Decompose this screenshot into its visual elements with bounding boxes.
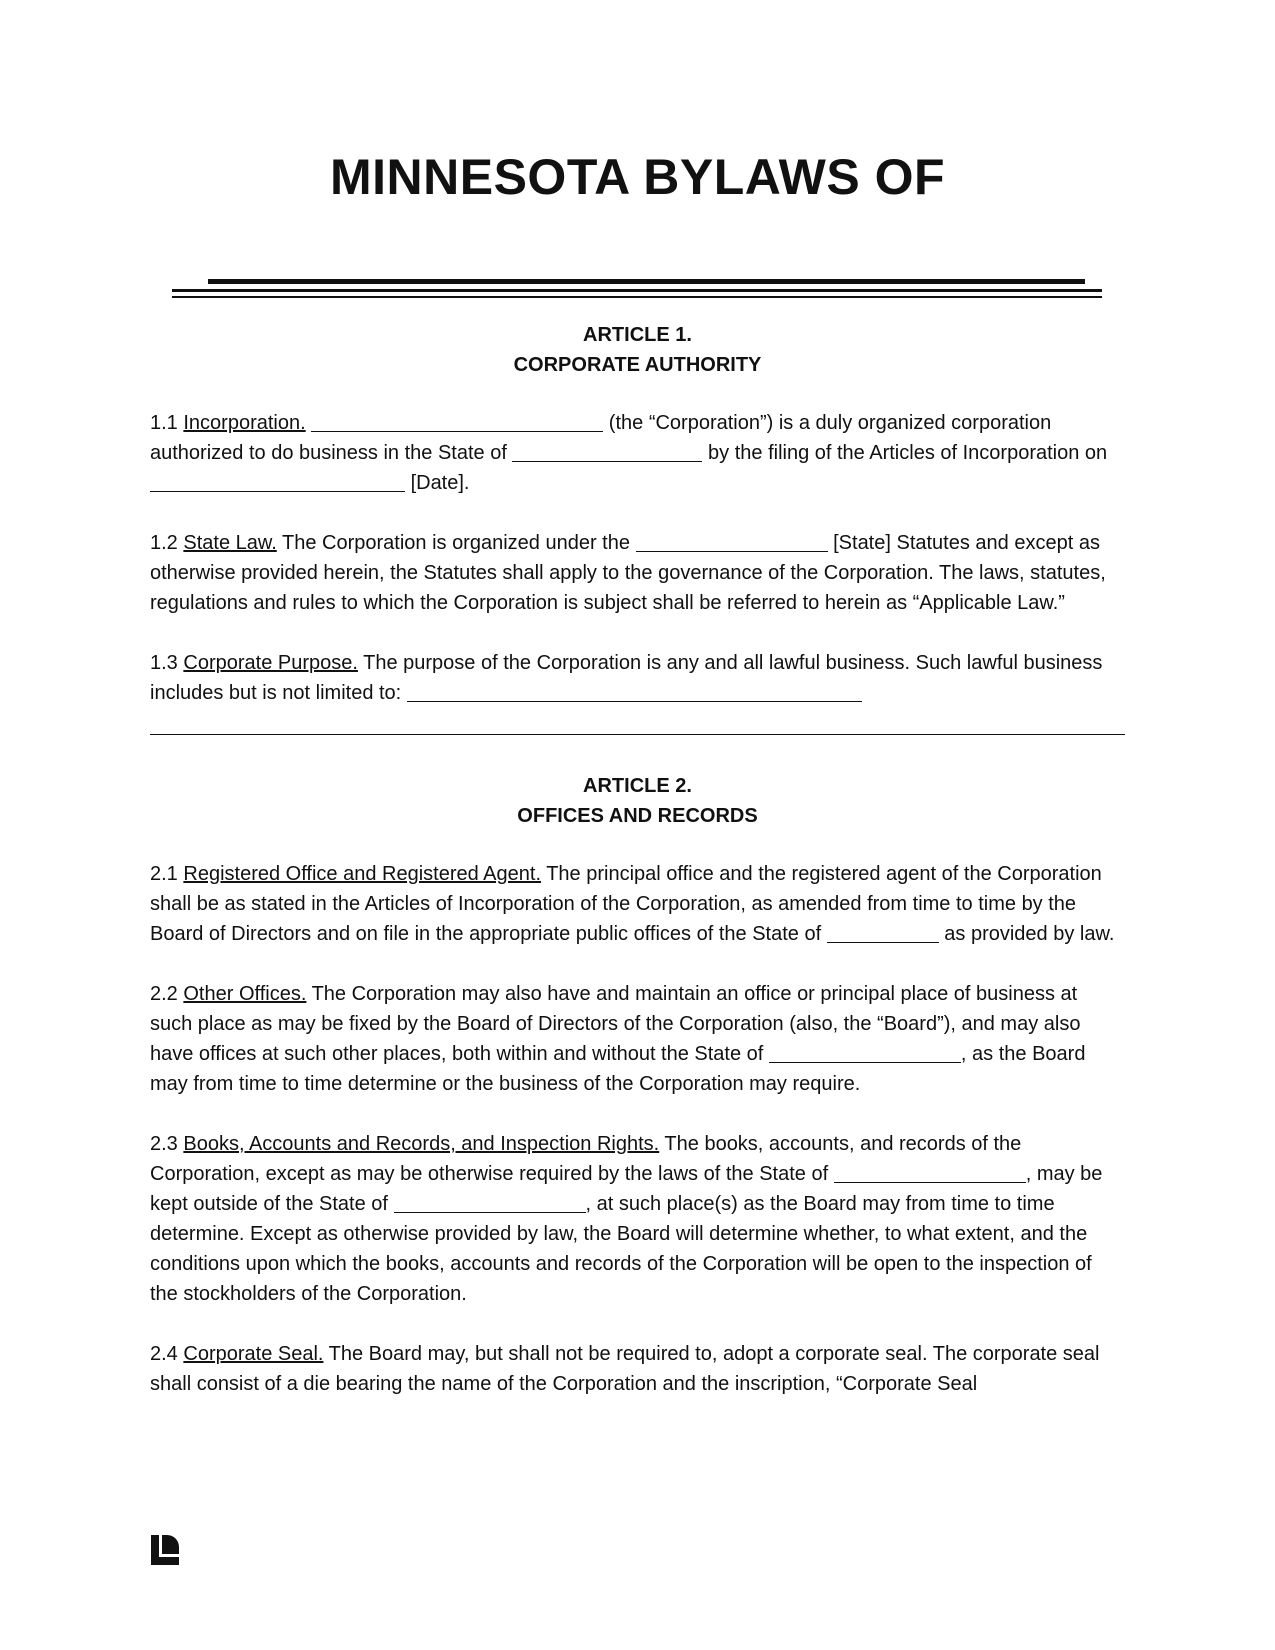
title-divider [172,289,1102,292]
article-2-heading [150,771,1125,831]
section-title: Corporate Seal. [183,1343,324,1365]
date-blank[interactable] [150,471,405,492]
state-blank[interactable] [394,1192,586,1213]
section-text: The books, accounts, and records of the Corporation, except as may be otherwise required by the laws of the State of [150,1133,1022,1185]
section-text: (the “Corporation”) is a duly organized corporation authorized to do business in the State of [150,412,1052,464]
section-2-3 [150,1129,1125,1309]
section-text: [State] Statutes and except as otherwise provided herein, the Statutes shall apply to the governance of the Corporation. The laws, statutes, regulations and rules to which the Corporation is subject shall be referred to herein as “Applicable Law.” [150,532,1106,614]
section-text: The Board may, but shall not be required to, adopt a corporate seal. The corporate seal shall consist of a die bearing the name of the Corporation and the inscription, “Corporate Seal [150,1343,1100,1395]
section-1-1 [150,408,1125,498]
section-text: The Corporation may also have and maintain an office or principal place of business at such place as may be fixed by the Board of Directors of the Corporation (also, the “Board”), and may also have offices at such other places, both within and without the State of [150,983,1081,1065]
state-blank[interactable] [834,1162,1026,1183]
section-number: 1.1 [150,412,178,434]
section-title: Corporate Purpose. [183,652,358,674]
section-text: as provided by law. [944,923,1115,945]
section-number: 2.1 [150,863,178,885]
article-number: ARTICLE 2. [583,775,692,797]
section-title: Books, Accounts and Records, and Inspection Rights. [183,1133,660,1155]
purpose-blank-line[interactable] [150,708,1125,735]
corporation-name-blank[interactable] [311,411,603,432]
section-1-2 [150,528,1125,618]
section-text: The purpose of the Corporation is any and all lawful business. Such lawful business includes but is not limited to: [150,652,1103,704]
article-name: OFFICES AND RECORDS [517,805,758,827]
section-title: Other Offices. [183,983,307,1005]
document-brand-icon [151,1535,181,1565]
section-text: , at such place(s) as the Board may from time to time determine. Except as otherwise provided by law, the Board will determine whether, to what extent, and the conditions upon which the books, accounts and records of the Corporation will be open to the inspection of the stockholders of the Corporation. [150,1193,1092,1305]
section-text: by the filing of the Articles of Incorporation on [708,442,1108,464]
section-2-1 [150,859,1125,949]
state-blank[interactable] [769,1042,961,1063]
article-number: ARTICLE 1. [583,324,692,346]
section-number: 1.2 [150,532,178,554]
title-blank-line[interactable] [208,279,1085,284]
section-2-4 [150,1339,1125,1399]
section-text: , as the Board may from time to time determine or the business of the Corporation may require. [150,1043,1086,1095]
section-text: The Corporation is organized under the [281,532,630,554]
section-text: , may be kept outside of the State of [150,1163,1103,1215]
section-number: 2.2 [150,983,178,1005]
purpose-blank[interactable] [407,681,862,702]
article-1-heading [150,320,1125,380]
section-text: [Date]. [410,472,470,494]
section-number: 2.3 [150,1133,178,1155]
article-name: CORPORATE AUTHORITY [513,354,762,376]
document-title: MINNESOTA BYLAWS OF [329,149,946,205]
section-text: The principal office and the registered agent of the Corporation shall be as stated in the Articles of Incorporation of the Corporation, as amended from time to time by the Board of Directors and on file in the appropriate public offices of the State of [150,863,1102,945]
section-title: Incorporation. [183,412,306,434]
state-blank[interactable] [512,441,702,462]
section-title: Registered Office and Registered Agent. [183,863,542,885]
state-statutes-blank[interactable] [636,531,828,552]
section-1-3 [150,648,1125,708]
state-blank[interactable] [827,922,939,943]
section-title: State Law. [183,532,277,554]
document-body [150,320,1125,1399]
title-divider-thin [172,296,1102,298]
section-number: 2.4 [150,1343,178,1365]
section-2-2 [150,979,1125,1099]
section-number: 1.3 [150,652,178,674]
